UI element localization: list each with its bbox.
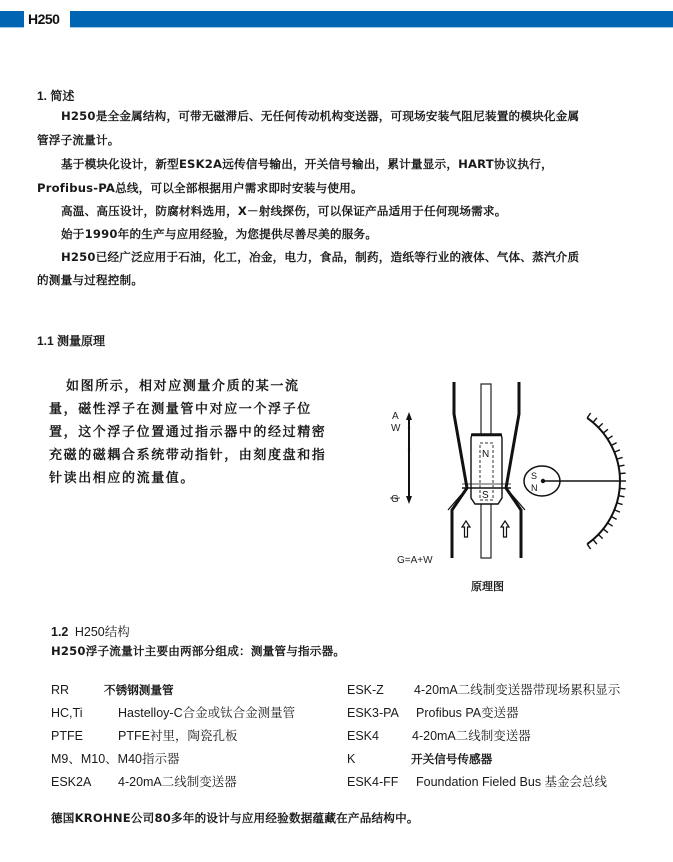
item-desc: Hastelloy-C合金或钛合金测量管 — [118, 706, 296, 720]
scale-tick — [620, 473, 626, 474]
item-desc: PTFE衬里，陶瓷孔板 — [118, 729, 238, 743]
item-code: M9、M10、M40指示器 — [51, 752, 180, 766]
item-desc: 4-20mA二线制变送器 — [118, 775, 237, 789]
scale-tick — [619, 465, 625, 466]
section-1-heading: 1. 简述 — [37, 89, 75, 103]
principle-line-4: 充磁的磁耦合系统带动指针，由刻度盘和指 — [49, 448, 327, 463]
diagram-caption: 原理图 — [471, 580, 504, 593]
item-code: ESK3-PA — [347, 706, 399, 720]
float-south-label: S — [482, 490, 489, 501]
item-code: K — [347, 752, 356, 766]
label-w: W — [391, 423, 401, 434]
header-bar-right — [70, 11, 673, 28]
item-code: ESK4-FF — [347, 775, 399, 789]
item-code: ESK-Z — [347, 683, 384, 697]
paragraph-2-line-2: Profibus-PA总线，可以全部根据用户需求即时安装与使用。 — [37, 181, 363, 195]
item-desc: 不锈钢测量管 — [104, 683, 174, 697]
scale-tick — [608, 523, 613, 526]
flow-arrow-left-icon — [462, 521, 470, 537]
item-code: ESK4 — [347, 729, 379, 743]
section-1-2-title: H250结构 — [74, 625, 130, 639]
scale-tick — [614, 510, 620, 512]
scale-tick — [611, 443, 616, 446]
item-code: RR — [51, 683, 70, 697]
force-arrow — [406, 412, 412, 504]
principle-diagram — [380, 380, 640, 570]
scale-tick — [603, 429, 608, 433]
paragraph-1-line-1: H250是全金属结构，可带无磁滞后、无任何传动机构变送器，可现场安装气阻尼装置的模块化金属 — [61, 109, 580, 123]
scale-tick — [587, 413, 590, 418]
paragraph-1-line-2: 管浮子流量计。 — [37, 133, 120, 147]
principle-line-2: 量，磁性浮子在测量管中对应一个浮子位 — [49, 402, 312, 417]
item-desc: Foundation Fieled Bus 基金会总线 — [416, 775, 608, 789]
scale-tick — [620, 488, 626, 489]
scale-tick — [614, 450, 620, 452]
label-a: A — [392, 411, 399, 422]
magnet-north-label: N — [531, 483, 538, 493]
scale-tick — [603, 529, 608, 533]
scale-tick — [617, 503, 623, 505]
scale-tick — [593, 540, 597, 545]
item-code: HC,Ti — [51, 706, 83, 720]
scale-tick — [617, 457, 623, 459]
principle-line-5: 针读出相应的流量值。 — [49, 471, 196, 486]
scale-tick — [593, 418, 597, 423]
scale-tick — [598, 534, 602, 538]
paragraph-3: 高温、高压设计，防腐材料选用，X－射线探伤，可以保证产品适用于任何现场需求。 — [61, 204, 507, 218]
paragraph-4: 始于1990年的生产与应用经验，为您提供尽善尽美的服务。 — [61, 227, 378, 241]
section-1-2-number: 1.2 — [51, 625, 69, 639]
formula-label: G=A+W — [397, 555, 433, 566]
float — [462, 434, 511, 504]
item-desc: 4-20mA二线制变送器 — [412, 729, 531, 743]
paragraph-5-line-1: H250已经广泛应用于石油，化工，冶金，电力，食品，制药，造纸等行业的液体、气体、蒸汽介质 — [61, 250, 580, 264]
header-bar-left — [0, 11, 24, 28]
paragraph-2-line-1: 基于模块化设计，新型ESK2A远传信号输出，开关信号输出，累计量显示，HART协议执行， — [61, 157, 553, 171]
paragraph-5-line-2: 的测量与过程控制。 — [37, 273, 144, 287]
section-1-2-intro: H250浮子流量计主要由两部分组成：测量管与指示器。 — [51, 644, 346, 658]
scale-tick — [608, 436, 613, 439]
item-desc: 4-20mA二线制变送器带现场累积显示 — [414, 683, 621, 697]
footer-note: 德国KROHNE公司80多年的设计与应用经验数据蕴藏在产品结构中。 — [51, 811, 419, 825]
scale-tick — [587, 544, 590, 549]
float-north-label: N — [482, 449, 490, 460]
magnet-south-label: S — [531, 471, 538, 481]
item-code: ESK2A — [51, 775, 92, 789]
scale-tick — [619, 496, 625, 497]
page-title: H250 — [28, 11, 60, 27]
item-code: PTFE — [51, 729, 83, 743]
tube-right-wall — [506, 382, 521, 558]
scale-tick — [611, 517, 616, 520]
principle-line-3: 置，这个浮子位置通过指示器中的经过精密 — [49, 425, 327, 440]
item-desc: 开关信号传感器 — [411, 752, 493, 766]
principle-line-1: 如图所示，相对应测量介质的某一流 — [66, 379, 300, 394]
scale-tick — [598, 423, 602, 427]
section-1-2-heading — [51, 624, 130, 640]
label-g: G — [391, 494, 399, 505]
item-desc: Profibus PA变送器 — [416, 706, 519, 720]
section-1-1-heading: 1.1 测量原理 — [37, 334, 106, 348]
flow-arrow-right-icon — [501, 521, 509, 537]
